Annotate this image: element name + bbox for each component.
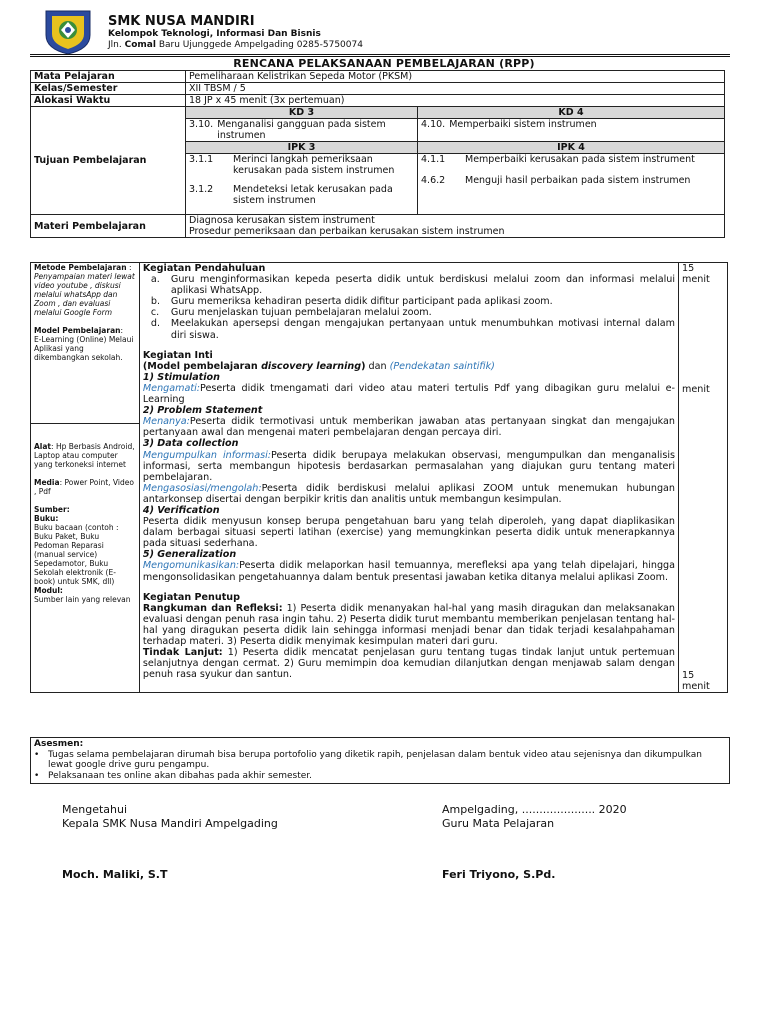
kd3-header: KD 3	[186, 107, 418, 119]
mapel-value: Pemeliharaan Kelistrikan Sepeda Motor (PKSM)	[186, 71, 725, 83]
model-suffix: )	[361, 360, 366, 372]
minutes-cell	[679, 263, 728, 693]
metode-label: Metode Pembelajaran	[34, 263, 127, 272]
modul-label: Modul:	[34, 586, 63, 595]
list-item: Guru memeriksa kehadiran peserta didik difitur participant pada aplikasi zoom.	[170, 296, 553, 308]
rangkuman-text: 1) Peserta didik menanyakan hal-hal yang masih diragukan dan melaksanakan evaluasi dengan penuh rasa ingin tahu. 2) Peserta didik turut membantu memberikan penjelasan tentang hal-hal yang diragukan peserta didik lain sehingga informasi menjadi benar dan tidak terjadi kesalahpahaman terhadap materi. 3) Peserta didik menyimak kesimpulan materi dari guru.	[142, 602, 676, 647]
rangkuman-label: Rangkuman dan Refleksi:	[142, 602, 283, 614]
asesmen-item: Pelaksanaan tes online akan dibahas pada akhir semester.	[48, 770, 312, 781]
materi-item: Prosedur pemeriksaan dan perbaikan kerusakan sistem instrumen	[189, 226, 505, 237]
mapel-label: Mata Pelajaran	[31, 71, 186, 83]
step-label: Mengumpulkan informasi:	[142, 449, 272, 461]
asesmen-item: Tugas selama pembelajaran dirumah bisa berupa portofolio yang diketik rapih, penjelasan dalam bentuk video atau sejenisnya dan dikumpulkan lewat google drive guru pengampu.	[48, 749, 702, 771]
school-name: SMK NUSA MANDIRI	[108, 14, 255, 29]
header-divider	[30, 54, 730, 55]
step-text: Peserta didik berdiskusi melalui aplikasi ZOOM untuk menemukan hubungan antarkonsep disertai dengan berpikir kritis dan analitis untuk membangun kesimpulan.	[142, 482, 676, 505]
kd3-num: 3.10.	[189, 119, 214, 130]
alokasi-label: Alokasi Waktu	[31, 95, 186, 107]
modul-text: Sumber lain yang relevan	[34, 595, 131, 604]
minutes-penutup: 15 menit	[682, 670, 710, 693]
address-rest: Baru Ujunggede Ampelgading 0285-5750074	[158, 40, 363, 50]
step-label: Menanya:	[142, 416, 190, 428]
step-title: 2) Problem Statement	[142, 405, 263, 417]
metode-text: Penyampaian materi lewat video youtube , diskusi melalui whatsApp dan Zoom , dan evaluasi melalui Google Form	[34, 272, 135, 317]
minutes-pendahuluan: 15 menit	[682, 263, 710, 286]
step-text: Peserta didik termotivasi untuk memberikan jawaban atas pertanyaan singkat dan mengajukan pertanyaan awal dan mengenai materi pembelajaran dengan percaya diri.	[142, 416, 676, 439]
kelas-label: Kelas/Semester	[31, 83, 186, 95]
ipk3-cell	[186, 154, 418, 215]
sign-left-line2: Kepala SMK Nusa Mandiri Ampelgading	[62, 817, 278, 830]
tools-cell	[31, 424, 140, 693]
step-label: Mengomunikasikan:	[142, 560, 240, 572]
list-marker: d.	[150, 318, 161, 330]
step-title: 1) Stimulation	[142, 371, 220, 383]
sign-right-name: Feri Triyono, S.Pd.	[442, 868, 556, 881]
identity-table	[30, 70, 725, 238]
materi-label: Materi Pembelajaran	[31, 215, 186, 238]
model-dan: dan	[365, 360, 390, 372]
tindak-lanjut-label: Tindak Lanjut:	[142, 647, 223, 659]
tindak-lanjut-text: 1) Peserta didik mencatat penjelasan guru tentang tugas tindak lanjut untuk pertemuan selanjutnya dengan cermat. 2) Guru memimpin doa kemudian dilanjutkan dengan menjawab salam dengan penuh rasa syukur dan santun.	[142, 647, 676, 681]
bullet-icon: •	[34, 770, 40, 781]
step-title: 5) Generalization	[142, 549, 237, 561]
tujuan-label: Tujuan Pembelajaran	[31, 107, 186, 215]
ipk3-num: 3.1.2	[189, 184, 214, 195]
media-text: : Power Point, Video , Pdf	[34, 478, 134, 496]
media-label: Media	[34, 478, 60, 487]
model-prefix: (Model pembelajaran	[142, 360, 262, 372]
alat-label: Alat	[34, 442, 52, 451]
alat-text: : Hp Berbasis Android, Laptop atau computer yang terkoneksi internet	[34, 442, 135, 469]
alokasi-value: 18 JP x 45 menit (3x pertemuan)	[186, 95, 725, 107]
step-text: Peserta didik tmengamati dari video atau materi tertulis Pdf yang dibagikan guru melalui e-Learning	[142, 382, 676, 406]
buku-label: Buku:	[34, 514, 59, 523]
ipk4-text: Memperbaiki kerusakan pada sistem instrument	[465, 154, 695, 165]
kd3-text: Menganalisi gangguan pada sistem instrumen	[217, 119, 386, 141]
kd3-cell	[186, 119, 418, 142]
ipk4-header: IPK 4	[418, 142, 725, 154]
model-text: E-Learning (Online) Melaui Aplikasi yang dikembangkan sekolah.	[34, 335, 134, 362]
list-item: Meelakukan apersepsi dengan mengajukan pertanyaan untuk menumbuhkan motivasi internal dalam diri siswa.	[170, 318, 676, 341]
buku-text: Buku bacaan (contoh : Buku Paket, Buku Pedoman Reparasi (manual service) Sepedamotor, Buku Sekolah elektronik (E-book) untuk SMK, dll)	[34, 523, 119, 586]
pendahuluan-title: Kegiatan Pendahuluan	[142, 263, 266, 274]
metode-colon: :	[126, 263, 132, 272]
doc-title: RENCANA PELAKSANAAN PEMBELAJARAN (RPP)	[233, 57, 535, 70]
ipk4-num: 4.1.1	[421, 154, 446, 165]
step-title: 4) Verification	[142, 504, 220, 516]
model-colon: :	[120, 326, 124, 335]
step-text: Peserta didik menyusun konsep berupa pengetahuan baru yang telah diperoleh, yang dapat diaplikasikan dalam berbagai situasi seperti latihan (exercise) yang memungkinkan peserta didik untuk menerapkannya pada situasi sederhana.	[142, 516, 676, 550]
ipk3-num: 3.1.1	[189, 154, 214, 165]
sign-left-name: Moch. Maliki, S.T	[62, 868, 168, 881]
sign-right-line1: Ampelgading, ..................... 2020	[442, 803, 627, 816]
address-bold: Comal	[124, 40, 156, 50]
school-logo	[42, 9, 94, 55]
activity-content	[139, 263, 678, 693]
address-prefix: Jln.	[108, 40, 122, 50]
ipk4-num: 4.6.2	[421, 175, 446, 186]
ipk4-text: Menguji hasil perbaikan pada sistem instrumen	[465, 175, 691, 186]
list-marker: b.	[150, 296, 161, 308]
step-text: Peserta didik berupaya melakukan observasi, mengumpulkan dan menganalisis informasi, serta membangun hipotesis berdasarkan permasalahan yang diajukan guru tentang materi pembelajaran.	[142, 449, 676, 483]
ipk4-cell	[418, 154, 725, 215]
school-address	[108, 40, 363, 50]
inti-title: Kegiatan Inti	[142, 349, 213, 361]
step-label: Mengasosiasi/mengolah:	[142, 482, 262, 494]
kd4-header: KD 4	[418, 107, 725, 119]
list-marker: a.	[150, 274, 160, 286]
inti-model-line	[143, 361, 675, 372]
list-item: Guru menjelaskan tujuan pembelajaran melalui zoom.	[170, 307, 432, 319]
kd4-text: Memperbaiki sistem instrumen	[449, 119, 597, 130]
activity-table	[30, 262, 728, 693]
ipk3-text: Mendeteksi letak kerusakan pada sistem instrumen	[233, 184, 393, 206]
list-marker: c.	[150, 307, 160, 319]
asesmen-title: Asesmen:	[34, 739, 84, 749]
school-group: Kelompok Teknologi, Informasi Dan Bisnis	[108, 29, 321, 39]
sign-left-line1: Mengetahui	[62, 803, 128, 816]
kd4-cell	[418, 119, 725, 142]
sign-right-line2: Guru Mata Pelajaran	[442, 817, 555, 830]
kelas-value: XII TBSM / 5	[186, 83, 725, 95]
materi-cell	[186, 215, 725, 238]
model-name: discovery learning	[261, 360, 362, 372]
asesmen-box	[30, 737, 730, 784]
method-cell	[31, 263, 140, 424]
kd4-num: 4.10.	[421, 119, 446, 130]
pendekatan-label: (Pendekatan saintifik)	[389, 360, 495, 372]
model-label: Model Pembelajaran	[34, 326, 121, 335]
penutup-title: Kegiatan Penutup	[142, 591, 241, 603]
step-label: Mengamati:	[142, 382, 201, 394]
materi-item: Diagnosa kerusakan sistem instrument	[189, 215, 375, 226]
bullet-icon: •	[34, 749, 40, 760]
ipk3-text: Merinci langkah pemeriksaan kerusakan pada sistem instrumen	[233, 154, 395, 176]
step-title: 3) Data collection	[142, 438, 239, 450]
ipk3-header: IPK 3	[186, 142, 418, 154]
list-item: Guru menginformasikan kepeda peserta didik untuk berdiskusi melalui zoom dan informasi melalui aplikasi WhatsApp.	[170, 274, 676, 297]
step-text: Peserta didik melaporkan hasil temuannya, merefleksi apa yang telah dipelajari, hingga mengonsolidasikan pengetahuannya dalam bentuk presentasi jawaban ketika ditanya melalui aplikasi Zoom.	[142, 560, 676, 583]
minutes-inti: menit	[682, 384, 710, 396]
sumber-label: Sumber:	[34, 505, 70, 514]
